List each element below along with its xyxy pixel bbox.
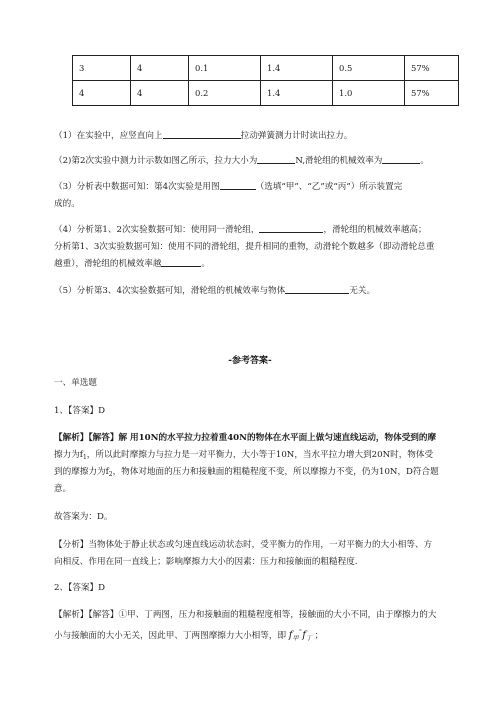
- question-1: [54, 128, 464, 145]
- table-cell: 0.5: [333, 56, 405, 81]
- table-cell: 1.4: [261, 81, 333, 106]
- question-4: [54, 222, 464, 239]
- answer-1-analysis-2: 向相反、作用在同一直线上；影响摩擦力大小的因素：压力和接触面的粗糙程度.: [54, 557, 358, 567]
- question-5: [54, 283, 464, 300]
- answer-1-label: 1、【答案】D: [54, 406, 106, 416]
- question-text: 越重），滑轮组的机械效率越: [54, 259, 162, 269]
- question-3: [54, 179, 464, 196]
- answer-2-label: 2、【答案】D: [54, 583, 106, 593]
- question-text: ，滑轮组的机械效率越高；: [323, 225, 427, 235]
- question-text: 拉动弹簧测力计时读出拉力。: [240, 131, 353, 141]
- table-cell: 1.0: [333, 81, 405, 106]
- explanation-text: ，所以此时摩擦力与拉力是一对平衡力，大小等于10N，当水平拉力增大到20N时，物体受: [86, 450, 434, 460]
- question-text: N,滑轮组的机械效率为: [295, 156, 383, 166]
- table-row: [73, 81, 459, 106]
- table-cell: 0.2: [189, 81, 261, 106]
- answer-1-explanation: [54, 430, 464, 447]
- table-cell: 4: [131, 81, 189, 106]
- answer-1-analysis: 【分析】当物体处于静止状态或匀速直线运动状态时，受平衡力的作用，一对平衡力的大小相等、方: [54, 540, 433, 550]
- question-text: （3）分析表中数据可知：第4次实验是用图: [54, 182, 220, 192]
- answer-blank: [285, 283, 349, 294]
- explanation-text: 小与接触面的大小无关，因此甲、丁两图摩擦力大小相等，即: [54, 631, 287, 641]
- table-cell: 1.4: [261, 56, 333, 81]
- question-text: （选填“甲”、“乙”或“丙”）所示装置完: [255, 182, 403, 192]
- table-row: [73, 56, 459, 81]
- question-4-line2: [54, 239, 464, 256]
- table-cell: 3: [73, 56, 131, 81]
- experiment-data-table: [72, 55, 459, 106]
- question-3-cont: [54, 196, 464, 213]
- friction-equation: $f_甲^{^=}f_丁$: [288, 628, 312, 642]
- explanation-text: 【解析】【解答】解 用10N的水平拉力拉着重40N的物体在水平面上做匀速直线运动，物体受到的摩: [54, 433, 437, 443]
- explanation-text: 擦力为f: [54, 450, 83, 460]
- answer-blank: [161, 256, 201, 267]
- question-text: （4）分析第1、2次实验数据可知：使用同一滑轮组，: [54, 225, 260, 235]
- explanation-text: 到的摩擦力为f: [54, 467, 109, 477]
- question-text: 分析第1、3次实验数据可知：使用不同的滑轮组，提升相同的重物，动滑轮个数越多（即动滑轮总重: [54, 242, 435, 252]
- subscript: 2: [108, 471, 113, 478]
- answer-blank: [259, 222, 323, 233]
- question-text: 无关。: [349, 286, 376, 296]
- table-cell: 4: [131, 56, 189, 81]
- question-text: 。: [201, 259, 211, 269]
- table-cell: 57%: [405, 81, 459, 106]
- question-2: [54, 153, 464, 170]
- answer-2-explanation-2: [54, 624, 464, 647]
- answer-blank: [163, 128, 241, 139]
- question-text: （2)第2次实验中测力计示数如图乙所示，拉力大小为: [54, 156, 258, 166]
- explanation-text: ；: [314, 631, 324, 641]
- question-text: （1）在实验中，应竖直向上: [54, 131, 163, 141]
- table-cell: 0.1: [189, 56, 261, 81]
- answer-2-explanation: 【解析】【解答】①甲、丁两图，压力和接触面的粗糙程度相等，接触面的大小不同，由于摩擦力的大: [54, 610, 437, 620]
- answer-blank: [220, 179, 256, 190]
- table-cell: 4: [73, 81, 131, 106]
- answer-1-conclusion: 故答案为：D。: [54, 512, 113, 522]
- question-text: 。: [420, 156, 430, 166]
- table-cell: 57%: [405, 56, 459, 81]
- answers-heading: -参考答案-: [228, 356, 272, 366]
- question-4-line3: [54, 256, 464, 273]
- answer-blank: [382, 153, 420, 164]
- explanation-text: ，物体对地面的压力和接触面的粗糙程度不变，所以摩擦力不变，仍为10N，D符合题: [112, 467, 439, 477]
- question-text: 成的。: [54, 199, 80, 209]
- answer-blank: [257, 153, 295, 164]
- subscript: 1: [82, 454, 87, 461]
- answer-1-explanation-4: 意。: [54, 484, 72, 494]
- question-text: （5）分析第3、4次实验数据可知，滑轮组的机械效率与物体: [54, 286, 286, 296]
- section-title: 一、单选题: [54, 378, 97, 388]
